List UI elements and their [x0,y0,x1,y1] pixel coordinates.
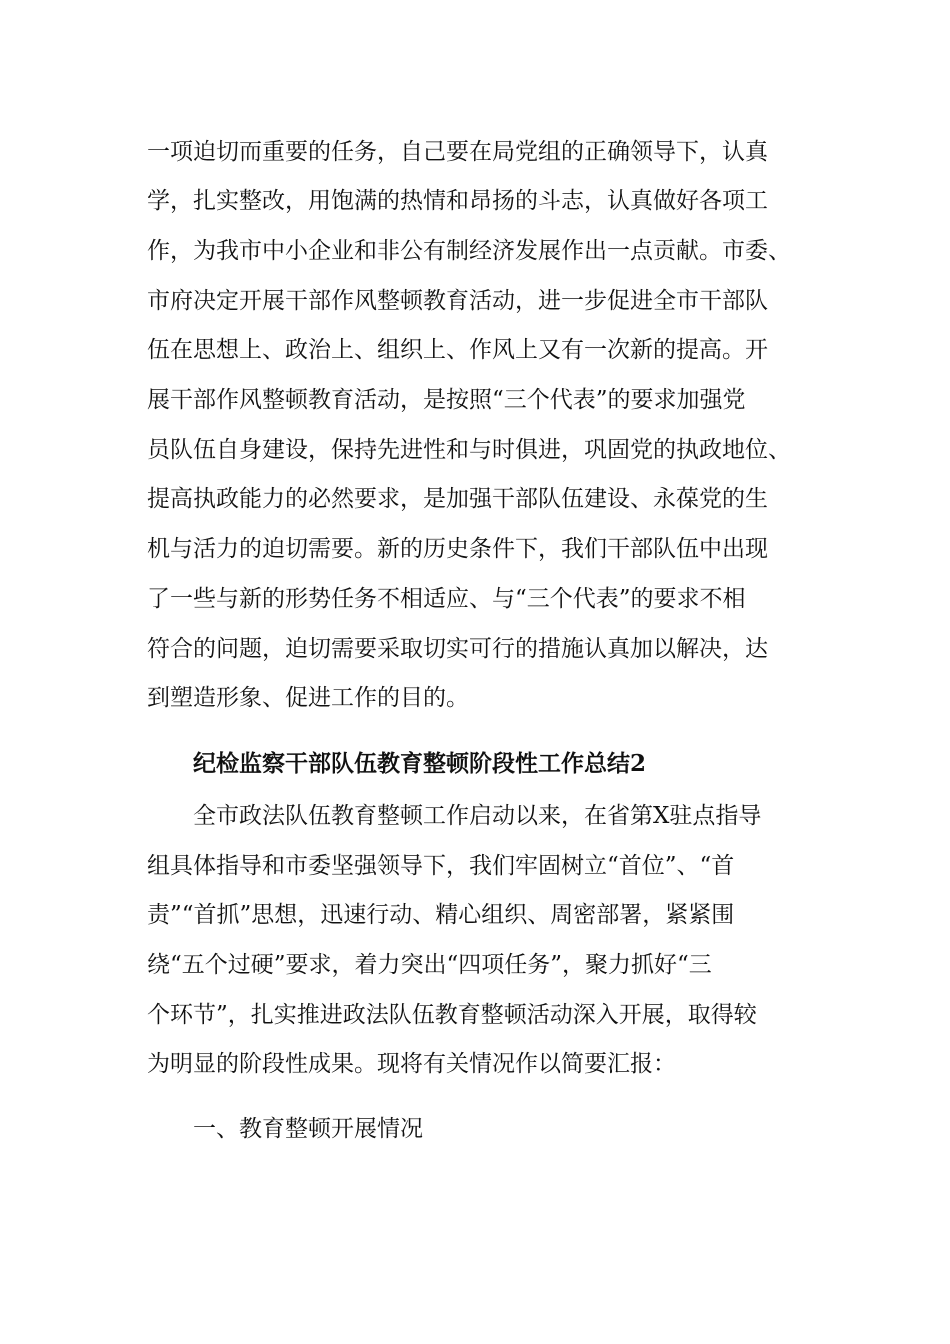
text-line: 全市政法队伍教育整顿工作启动以来，在省第X驻点指导 [193,803,762,829]
text-line: 责”“首抓”思想，迅速行动、精心组织、周密部署，紧紧围 [147,902,735,928]
section-title: 纪检监察干部队伍教育整顿阶段性工作总结2 [193,750,647,777]
text-line: 作，为我市中小企业和非公有制经济发展作出一点贡献。市委、 [147,238,791,264]
text-line: 学，扎实整改，用饱满的热情和昂扬的斗志，认真做好各项工 [147,188,768,214]
subheading: 一、教育整顿开展情况 [193,1116,423,1142]
text-line: 到塑造形象、促进工作的目的。 [147,685,469,711]
text-line: 机与活力的迫切需要。新的历史条件下，我们干部队伍中出现 [147,536,768,562]
text-line: 了一些与新的形势任务不相适应、与“三个代表”的要求不相 [147,586,746,612]
text-line: 市府决定开展干部作风整顿教育活动，进一步促进全市干部队 [147,288,768,314]
text-line: 为明显的阶段性成果。现将有关情况作以简要汇报： [147,1051,676,1077]
text-line: 个环节”，扎实推进政法队伍教育整顿活动深入开展，取得较 [147,1002,757,1028]
text-line: 伍在思想上、政治上、组织上、作风上又有一次新的提高。开 [147,337,768,363]
text-line: 组具体指导和市委坚强领导下，我们牢固树立“首位”、“首 [147,853,735,879]
text-line: 展干部作风整顿教育活动，是按照“三个代表”的要求加强党 [147,387,746,413]
text-line: 提高执政能力的必然要求，是加强干部队伍建设、永葆党的生 [147,486,768,512]
text-line: 一项迫切而重要的任务，自己要在局党组的正确领导下，认真 [147,139,768,165]
text-line: 绕“五个过硬”要求，着力突出“四项任务”，聚力抓好“三 [147,952,712,978]
text-line: 员队伍自身建设，保持先进性和与时俱进，巩固党的执政地位、 [147,437,791,463]
text-line: 符合的问题，迫切需要采取切实可行的措施认真加以解决，达 [147,636,768,662]
